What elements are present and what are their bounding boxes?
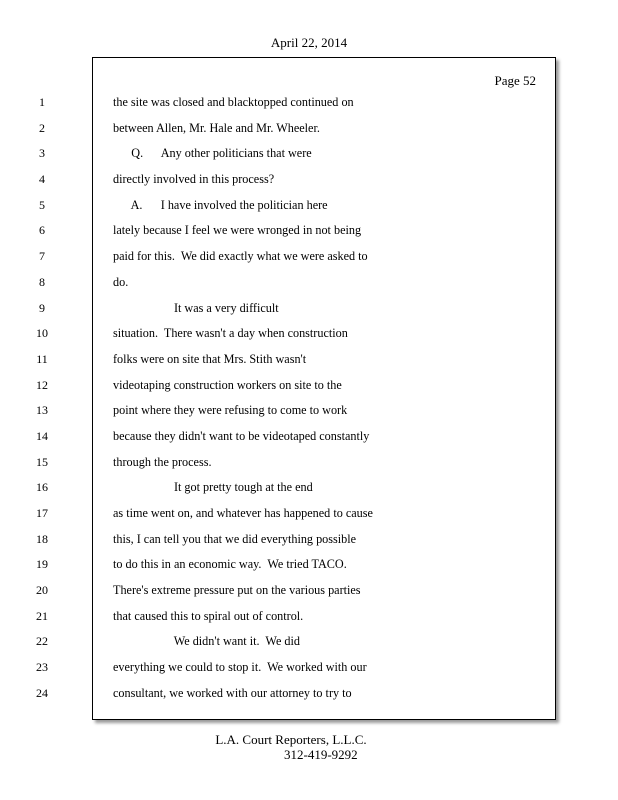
transcript-line: through the process. [113, 454, 212, 469]
court-reporter-phone: 312-419-9292 [284, 747, 358, 762]
transcript-line: There's extreme pressure put on the various parties [113, 583, 361, 598]
line-number [0, 298, 84, 324]
line-number-column [0, 92, 84, 709]
line-number-value: 16 [36, 480, 48, 495]
transcript-line: that caused this to spiral out of control. [113, 608, 304, 623]
transcript-line: It got pretty tough at the end [113, 480, 313, 495]
line-number-value: 2 [39, 120, 45, 135]
line-number-value: 20 [36, 583, 48, 598]
line-number [0, 246, 84, 272]
line-number-value: 4 [39, 172, 45, 187]
line-number-value: 15 [36, 454, 48, 469]
line-number-value: 8 [39, 274, 45, 289]
line-number [0, 400, 84, 426]
transcript-line: lately because I feel we were wronged in not being [113, 223, 362, 238]
transcript-line: everything we could to stop it. We worked with our [113, 660, 367, 675]
line-number-value: 9 [39, 300, 45, 315]
line-number-value: 22 [36, 634, 48, 649]
line-number [0, 503, 84, 529]
line-number-value: 6 [39, 223, 45, 238]
line-number-value: 5 [39, 197, 45, 212]
transcript-line: We didn't want it. We did [113, 634, 300, 649]
line-number-value: 13 [36, 403, 48, 418]
transcript-line: the site was closed and blacktopped continued on [113, 95, 354, 109]
line-number [0, 323, 84, 349]
line-number [0, 143, 84, 169]
transcript-line: Q. Any other politicians that were [113, 146, 312, 161]
line-number-value: 11 [36, 351, 48, 366]
line-number [0, 220, 84, 246]
transcript-line: do. [113, 274, 129, 289]
line-number [0, 195, 84, 221]
transcript-line: paid for this. We did exactly what we were asked to [113, 249, 368, 264]
transcript-line: situation. There wasn't a day when construction [113, 326, 348, 341]
transcript-line: between Allen, Mr. Hale and Mr. Wheeler. [113, 120, 320, 135]
line-number [0, 118, 84, 144]
transcript-line: videotaping construction workers on site to the [113, 377, 342, 392]
page-number: Page 52 [494, 73, 536, 88]
line-number-value: 17 [36, 506, 48, 520]
transcript-line: folks were on site that Mrs. Stith wasn't [113, 351, 307, 366]
line-number [0, 452, 84, 478]
transcript-line: It was a very difficult [113, 300, 279, 315]
line-number [0, 580, 84, 606]
line-number-value: 1 [39, 95, 45, 109]
line-number-value: 21 [36, 608, 48, 623]
line-number-value: 12 [36, 377, 48, 392]
line-number [0, 631, 84, 657]
transcript-line: as time went on, and whatever has happened to cause [113, 506, 373, 520]
transcript-line: to do this in an economic way. We tried TACO. [113, 557, 347, 572]
transcript-line: point where they were refusing to come to work [113, 403, 348, 418]
court-reporter-name: L.A. Court Reporters, L.L.C. [215, 732, 367, 747]
line-number [0, 375, 84, 401]
line-number-value: 10 [36, 326, 48, 341]
line-number-value: 14 [36, 428, 48, 443]
line-number-value: 7 [39, 249, 45, 264]
line-number-value: 24 [36, 685, 48, 700]
line-number [0, 169, 84, 195]
transcript-text [113, 92, 543, 709]
line-number [0, 683, 84, 709]
transcript-line: this, I can tell you that we did everything possible [113, 531, 357, 546]
line-number [0, 272, 84, 298]
line-number [0, 606, 84, 632]
line-number [0, 477, 84, 503]
line-number-value: 3 [39, 146, 45, 161]
line-number [0, 529, 84, 555]
transcript-line: A. I have involved the politician here [113, 197, 328, 212]
transcript-date: April 22, 2014 [270, 35, 348, 50]
line-number-value: 19 [36, 557, 48, 572]
line-number-value: 23 [36, 660, 48, 675]
line-number [0, 426, 84, 452]
transcript-line: consultant, we worked with our attorney to try to [113, 685, 352, 700]
line-number [0, 349, 84, 375]
line-number [0, 657, 84, 683]
transcript-line: because they didn't want to be videotaped constantly [113, 428, 370, 443]
line-number [0, 554, 84, 580]
line-number [0, 92, 84, 118]
line-number-value: 18 [36, 531, 48, 546]
transcript-line: directly involved in this process? [113, 172, 275, 187]
